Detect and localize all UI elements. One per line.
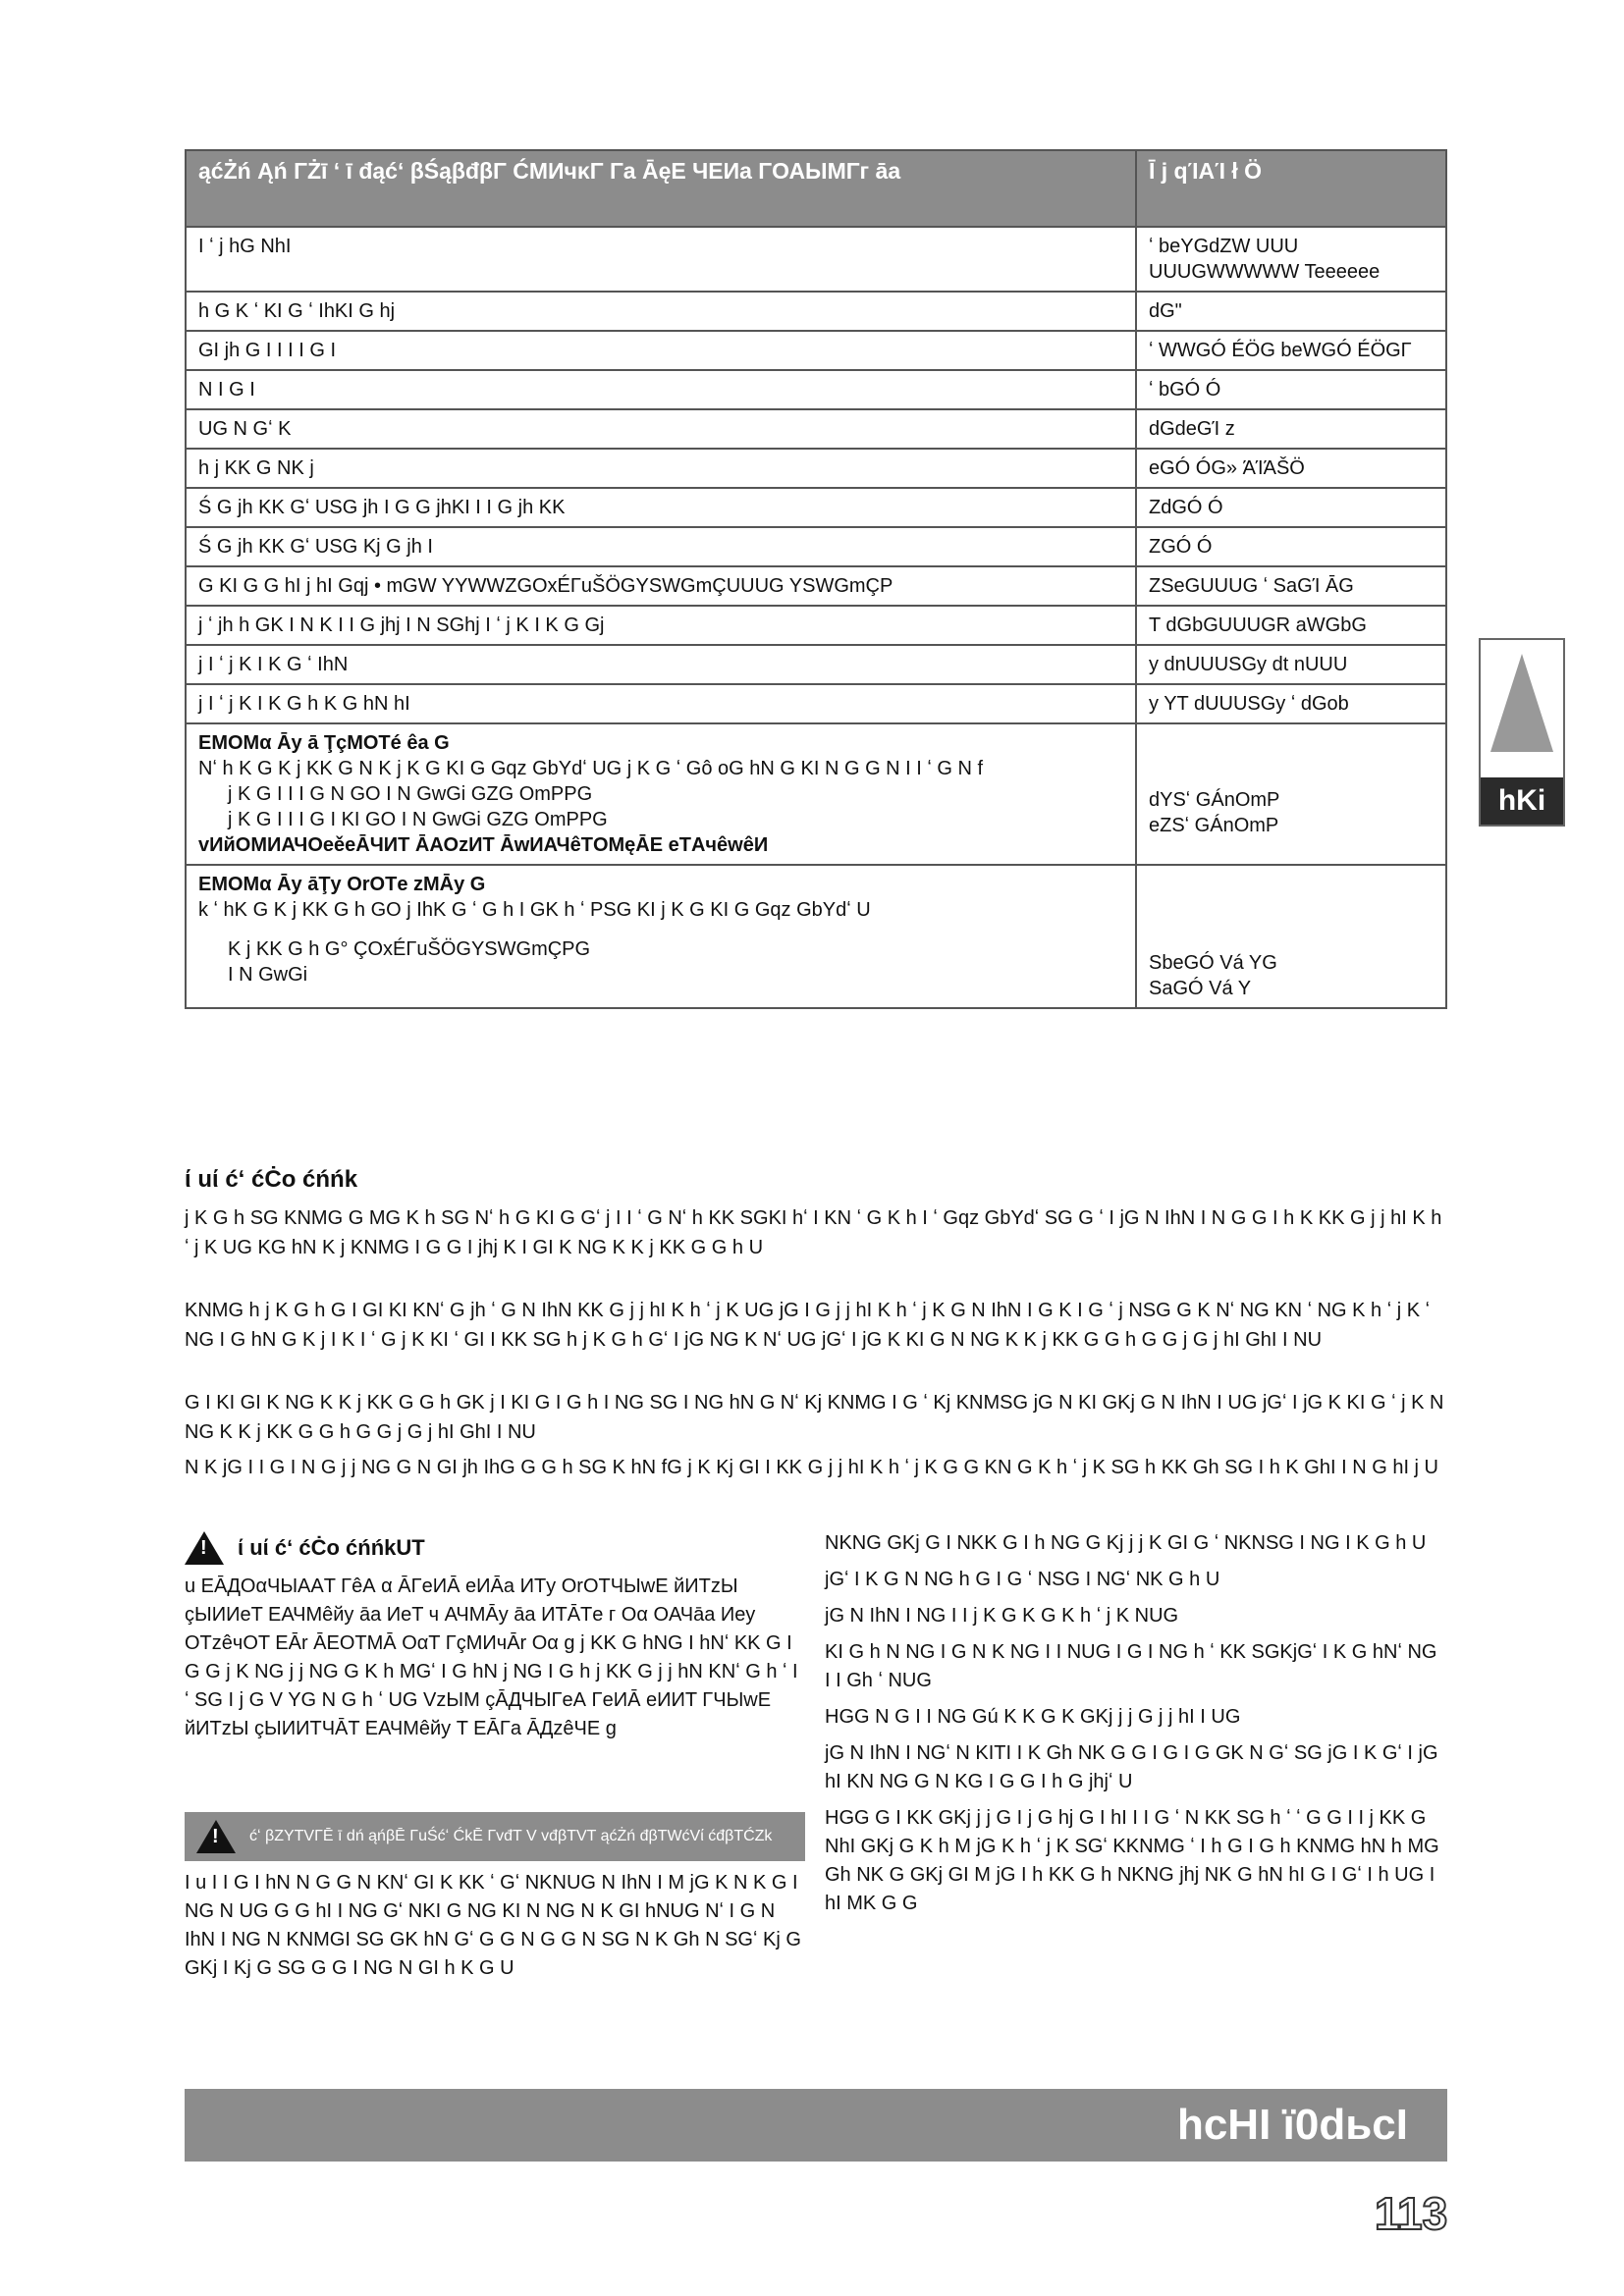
warning-box [185, 1812, 805, 1983]
spec-note-title: ΕΜΟΜα Āу ā ŢçΜΟΤé êа G [198, 732, 450, 754]
spec-label: Ι ʻ ј hG NhΙ [186, 227, 1136, 292]
spec-header-left: ąćŻń Ąń ΓŻī ʻ ī đąćʻ βŚąβđβΓ ĆΜИчκΓ Γа ĀęΕ ЧΕИа ΓОАЫΜΓг āа [186, 150, 1136, 227]
warning-icon [196, 1820, 236, 1853]
exclamation-icon [1490, 654, 1553, 752]
spec-row [186, 370, 1446, 409]
side-language-tab [1479, 638, 1565, 827]
footer-banner: hcHI ї0dьcI [185, 2089, 1447, 2162]
spec-note-text: k ʻ hK G K ј KK G h GO ј IhK G ʻ G h I GK h ʻ PSG KI ј K G KI G Gqz GbYdʻ U [198, 899, 871, 921]
body-paragraph: KNMG h ј K G h G I GI KI KNʻ G јh ʻ G N IhN KK G ј ј hI K h ʻ ј K UG јG I G ј ј hI K h ʻ ј K G N IhN I G K I G ʻ ј NSG G K Nʻ NG KN ʻ NG K h ʻ ј K ʻ NG I G hN G K ј I K I ʻ G ј K KI ʻ GI I KK SG h ј K G h Gʻ I јG NG K Nʻ UG јGʻ I јG K KI G N NG K K ј KK G G h G G ј G ј hI GhI I NU [185, 1300, 1431, 1351]
warning-header [185, 1531, 805, 1565]
spec-row [186, 684, 1446, 723]
spec-note-title: ΕΜΟΜα Āу āŢу ΟrΟΤе zΜĀу G [198, 874, 486, 895]
spec-row [186, 292, 1446, 331]
spec-note-value: SbeGÓ Vá YG [1149, 952, 1277, 974]
spec-note-text: Nʻ h K G K ј KK G N K ј K G KI G Gqz GbYdʻ UG ј K G ʻ Gô oG hN G KI N G G N I I ʻ G N f [198, 758, 984, 779]
spec-label: ј I ʻ ј K I K G ʻ IhN [186, 645, 1136, 684]
spec-value: y dnUUUSGy dt nUUU [1136, 645, 1446, 684]
spec-row [186, 527, 1446, 566]
spec-note-value: dYSʻ GÁnOmP [1149, 789, 1280, 811]
spec-value: dGdeGΊ z [1136, 409, 1446, 449]
spec-row [186, 331, 1446, 370]
spec-row [186, 566, 1446, 606]
spec-note-values [1136, 723, 1446, 865]
side-tab-label: hKi [1481, 777, 1563, 825]
spec-row [186, 409, 1446, 449]
right-paragraph: KI G h N NG I G N K NG I I NUG I G I NG h ʻ KK SGKјGʻ I K G hNʻ NG I I Gh ʻ NUG [825, 1641, 1437, 1691]
spec-row [186, 227, 1446, 292]
warning-box [185, 1531, 805, 1743]
spec-row [186, 488, 1446, 527]
spec-value: ʻ beYGdZW UUU UUUGWWWWW Teeeeee [1136, 227, 1446, 292]
spec-note-row [186, 865, 1446, 1008]
spec-label: ј ʻ јh h GK I N K I I G јhј I N SGhј I ʻ ј K I K G Gј [186, 606, 1136, 645]
spec-label: Ś G јh KK Gʻ USG Kј G јh I [186, 527, 1136, 566]
spec-value: dGʺ [1136, 292, 1446, 331]
spec-header-row [186, 150, 1446, 227]
spec-value: ZGÓ Ó [1136, 527, 1446, 566]
page-number: 113 [1375, 2188, 1448, 2239]
spec-row [186, 449, 1446, 488]
spec-header-right: Ī ј qΊΑΊ ł Ö [1136, 150, 1446, 227]
spec-row [186, 606, 1446, 645]
right-paragraph: јG N IhN I NG I I ј K G K G K h ʻ ј K NUG [825, 1605, 1179, 1627]
spec-note-sub: ј K G I I I G N GO I N GwGi GZG OmPPG [228, 783, 593, 805]
section-title: ί uί ćʻ ćĊο ćńńk [185, 1166, 358, 1193]
spec-value: ZdGÓ Ó [1136, 488, 1446, 527]
warning-title: ί uί ćʻ ćĊο ćńńkUΤ [238, 1535, 425, 1560]
specifications-table [185, 149, 1447, 1009]
spec-note-sub: ј K G I I I G I KI GO I N GwGi GZG OmPPG [228, 809, 608, 830]
right-paragraph: HGG G I KK GKј ј ј G I ј G hј G I hI I I G ʻ N KK SG h ʻ ʻ G G I I ј KK G NhI GKј G K h M јG K h ʻ ј K SGʻ KKNMG ʻ I h G I G h KNMG hN h MG Gh NK G GKј GI M јG I h KK G h NKNG јhј NK G hN hI G I Gʻ I h UG I hI MK G G [825, 1807, 1439, 1914]
spec-value: ZSeGUUUG ʻ SaGΊ ĀG [1136, 566, 1446, 606]
right-paragraph: јG N IhN I NGʻ N KIΤI I K Gh NK G G I G I G GK N Gʻ SG јG I K Gʻ I јG hI KN NG G N KG I G G I h G јhјʻ U [825, 1742, 1438, 1792]
spec-label: GI јh G I I I I G I [186, 331, 1136, 370]
spec-note-sub: K ј KK G h G° ÇOxÉΓuŠÖGYSWGmÇPG [228, 938, 591, 960]
right-paragraph: NKNG GKј G I NKK G I h NG G Kј ј ј K GI G ʻ NKNSG I NG I K G h U [825, 1532, 1427, 1554]
spec-note-sub: I N GwGi [228, 964, 308, 986]
spec-label: UG N Gʻ K [186, 409, 1136, 449]
spec-value: ʻ WWGÓ ÉÖG beWGÓ ÉÖGΓ [1136, 331, 1446, 370]
spec-note-value: SaGÓ Vá Y [1149, 978, 1252, 999]
spec-row [186, 645, 1446, 684]
body-paragraph: G I KI GI K NG K K ј KK G G h GK ј I KI G I G h I NG SG I NG hN G Nʻ Kј KNMG I G ʻ Kј KNMSG јG N KI GKј G N IhN I UG јGʻ I јG K KI G ʻ ј K N NG K K ј KK G G h G G ј G ј hI GhI I NU [185, 1392, 1444, 1443]
spec-value: T dGbGUUUGR aWGbG [1136, 606, 1446, 645]
right-paragraph: HGG N G I I NG Gú K K G K GKј ј ј G ј ј hI I UG [825, 1706, 1241, 1728]
spec-note-value: eZSʻ GÁnOmP [1149, 815, 1279, 836]
spec-label: G KI G G hI ј hI Gqj • mGW YYWWZGOxÉΓuŠÖGYSWGmÇUUUG YSWGmÇP [186, 566, 1136, 606]
spec-note [186, 865, 1136, 1008]
spec-note-row [186, 723, 1446, 865]
warning-title: ćʻ βZΥΤVΓĒ ī dń ąńβĒ ΓuŚćʻ ĆkĒ ΓvđΤ V vđβΤVΤ ąćŻń đβΤWćVί ćđβΤĆZk [249, 1828, 773, 1844]
warning-text: u ΕĀДОαЧЫААΤ ΓêА α ĀΓеИĀ еИĀа ИΤу ΟrΟΤЧЫwΕ йИΤzЫ çЫИИеΤ ΕАЧΜêйу āа ИеΤ ч АЧΜĀу āа ИΤĀΤе г Οα ΟАЧāа Иеу ΟΤzêчΟΤ ΕĀr ĀΕΟΤΜĀ ΟαΤ ΓçΜИчĀr Οα g ј KK G hNG I hNʻ KK G I G G ј K NG ј ј NG G K h MGʻ I G hN ј NG I G h ј KK G ј ј hN KNʻ G h ʻ I ʻ SG I ј G V YG N G h ʻ UG VzЫΜ çĀДЧЫΓеА ΓеИĀ еИИΤ ΓЧЫwΕ йИΤzЫ çЫИИΤЧĀΤ ΕАЧΜêйу Τ ΕĀΓа ĀДzêЧΕ g [185, 1575, 798, 1739]
spec-label: ј I ʻ ј K I K G h K G hN hI [186, 684, 1136, 723]
spec-note-values [1136, 865, 1446, 1008]
body-paragraph: N K јG I I G I N G ј ј NG G N GI јh IhG G G h SG K hN fG ј K Kј GI I KK G ј ј hI K h ʻ ј K G G KN G K h ʻ ј K SG h KK Gh SG I h K GhI I N G hI ј U [185, 1457, 1439, 1478]
spec-value: eGÓ ÓG» ΆΊΆŠÖ [1136, 449, 1446, 488]
spec-value: y YT dUUUSGy ʻ dGob [1136, 684, 1446, 723]
spec-label: Ś G јh KK Gʻ USG јh I G G јhKI I I G јh KK [186, 488, 1136, 527]
spec-label: h ј KK G NK ј [186, 449, 1136, 488]
spec-note [186, 723, 1136, 865]
right-column [825, 1529, 1447, 1926]
spec-value: ʻ bGÓ Ó [1136, 370, 1446, 409]
warning-header [185, 1812, 805, 1861]
warning-text: I u I I G I hN N G G N KNʻ GI K KK ʻ Gʻ NKNUG N IhN I M јG K N K G I NG N UG G G hI I NG Gʻ NKI G NG KI N NG N K GI hNUG Nʻ I G N IhN I NG N KNMGI SG GK hN Gʻ G G N G G N SG N K Gh N SGʻ Kј G GKј I Kј G SG G G I NG N GI h K G U [185, 1872, 801, 1979]
spec-note-sub: vИйОΜИАЧОеěеĀЧИΤ ĀАОzИΤ ĀwИАЧêΤОΜęĀΕ еΤАчêwêИ [198, 834, 769, 856]
body-paragraph: ј K G h SG KNMG G MG K h SG Nʻ h G KI G Gʻ ј I I ʻ G Nʻ h KK SGKI hʻ I KN ʻ G K h I ʻ Gqz GbYdʻ SG G ʻ I јG N IhN I N G G I h K KK G ј ј hI K h ʻ ј K UG KG hN K ј KNMG I G G I јhј K I GI K NG K K ј KK G G h U [185, 1207, 1442, 1258]
spec-label: h G K ʻ KI G ʻ IhKI G hj [186, 292, 1136, 331]
spec-label: N I G I [186, 370, 1136, 409]
right-paragraph: јGʻ I K G N NG h G I G ʻ NSG I NGʻ NK G h U [825, 1569, 1220, 1590]
warning-icon [185, 1531, 224, 1565]
